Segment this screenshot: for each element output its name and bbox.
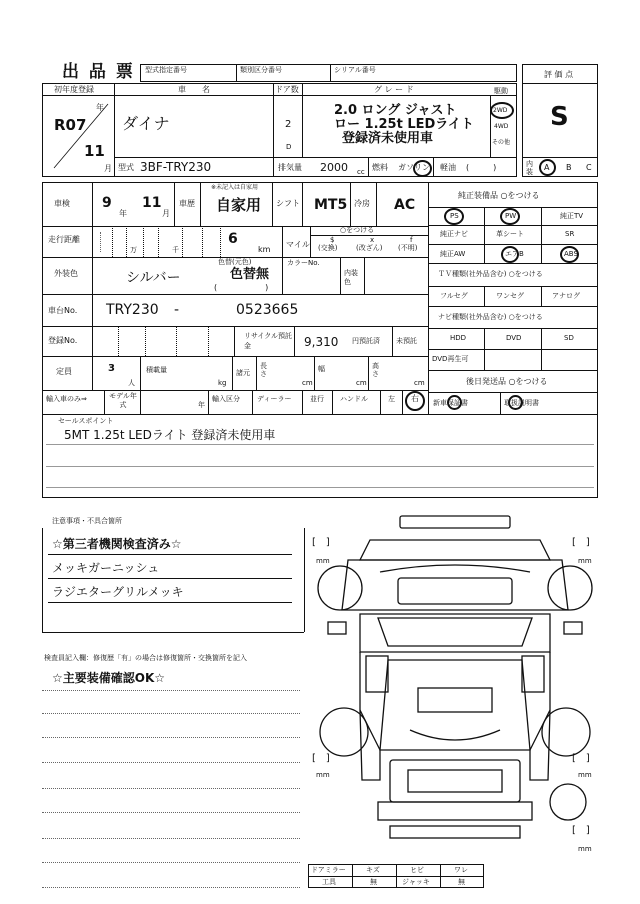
footer-h2: ヒビ [410,866,424,874]
circle-note: ○をつける [340,226,375,234]
recycle-not: 未預託 [396,337,417,345]
inspection-label: 車検 [54,199,70,208]
chassis-label: 車台No. [48,306,78,315]
eval-label: 評 価 点 [544,70,574,79]
eq-tv: 純正TV [560,212,584,220]
parallel-option: 並行 [310,395,324,403]
reg-no-label: 登録No. [48,336,78,345]
grade-line2: ロー 1.25t LEDライト [334,117,474,132]
grade-line3: 登録済未使用車 [342,131,434,146]
mm-fl: mm [316,557,330,565]
footer-v2: ジャッキ [402,878,430,886]
eq-ps: PS [450,212,459,220]
width-cm: cm [356,379,367,387]
model-value: 3BF-TRY230 [140,160,212,174]
int-color-label: 内装色 [344,269,358,286]
interior-a-circle [539,159,556,176]
modified-label: (改ざん) [356,244,383,252]
ext-color-label: 外装色 [54,269,78,278]
bracket-rl: [ ] [312,753,330,764]
footer-h3: ワレ [454,866,468,874]
navi-dvd: DVD [506,334,522,342]
fuel-label: 燃料 [372,163,388,172]
doors-value: 2 [285,119,292,130]
model-year-unit: 年 [198,401,205,409]
footer-v1: 無 [370,878,377,886]
later-title: 後日発送品 ○をつける [466,377,548,386]
inspection-year: 9 [102,195,112,211]
model-label: 型式 [118,163,134,172]
displacement-label: 排気量 [278,163,302,172]
inspector-text: ☆主要装備確認OK☆ [52,671,166,685]
type-cert-label: 型式指定番号 [145,66,187,74]
eq-aw: 純正AW [440,250,466,258]
shift-label: シフト [276,199,300,208]
interior-a: A [544,163,550,172]
eq-abs-circle [560,246,579,263]
inspector-label: 検査員記入欄：修復歴「有」の場合は修復箇所・交換箇所を記入 [44,654,247,662]
eq-abs: ABS [564,250,578,258]
doors-unit: D [286,143,292,151]
mm-rr: mm [578,771,592,779]
class-label: 類別区分番号 [240,66,282,74]
dvd-play: DVD再生可 [432,355,469,363]
drive-2wd: 2WD [493,107,508,114]
interior-b: B [566,163,572,172]
bracket-fr: [ ] [572,537,590,548]
capacity-label: 定員 [56,367,72,376]
genuine-title: 純正装備品 ○をつける [458,191,540,200]
first-reg-year: R07 [54,116,87,134]
man-unit: 万 [130,246,137,254]
width-label: 幅 [318,365,325,373]
exchange-mark: $ [330,236,335,244]
eq-sr: SR [565,230,575,238]
sales-label: セールスポイント [58,417,114,425]
inspection-month-unit: 月 [162,209,170,218]
drive-label: 駆動 [494,87,508,95]
name-label: 車 名 [178,85,210,94]
length-cm: cm [302,379,313,387]
inspection-month: 11 [142,195,162,211]
mm-spare: mm [578,845,592,853]
height-label: 高さ [372,362,379,378]
mileage-label: 走行距離 [48,235,80,244]
person-unit: 人 [128,379,135,387]
history-note: ※未記入は自家用 [211,184,259,191]
bracket-rr: [ ] [572,753,590,764]
kg-unit: kg [218,379,227,387]
fuel-gasoline: ガソリン [398,163,430,172]
repaint-value: 色替無 [230,267,270,282]
fuel-diesel: 軽油 [440,163,456,172]
note-item-2: ラジエターグリルメッキ [52,585,184,599]
eq-navi: 純正ナビ [440,230,468,238]
repaint-label: 色替(元色) [218,258,252,266]
vehicle-name: ダイナ [122,114,170,133]
interior-label: 内装 [526,160,533,176]
serial-label: シリアル番号 [334,66,376,74]
interior-c: C [586,163,592,172]
exchange-label: (交換) [318,244,338,252]
unknown-label: (不明) [398,244,418,252]
first-reg-label: 初年度登録 [54,85,94,94]
mileage-value: 6 [228,231,238,247]
repaint-paren: ( ) [214,283,269,292]
km-unit: km [258,245,271,254]
footer-v3: 無 [458,878,465,886]
note-item-0: ☆第三者機関検査済み☆ [52,537,182,551]
drive-2wd-circle [490,102,514,119]
first-reg-month: 11 [84,142,105,160]
import-class-label: 輸入区分 [212,395,240,403]
recycle-label: リサイクル預託金 [244,332,293,350]
footer-v0: 工具 [322,878,336,886]
ac-value: AC [394,197,416,213]
year-suffix: 年 [96,103,104,112]
month-suffix: 月 [104,164,112,173]
bracket-spare: [ ] [572,825,590,836]
notes-label: 注意事項・不具合箇所 [52,517,122,525]
note-item-1: メッキガーニッシュ [52,561,160,575]
modified-mark: x [370,236,375,244]
score-value: S [550,102,569,132]
displacement-unit: cc [357,168,365,176]
fuel-paren: ( ) [466,163,497,172]
grade-label: グ レ ー ド [374,85,414,94]
car-diagram [300,510,610,860]
unknown-mark: f [410,236,413,244]
sales-text: 5MT 1.25t LEDライト 登録済未使用車 [64,428,276,442]
header-id-row [140,64,517,82]
eq-airbag-circle [501,246,519,263]
length-label: 長さ [260,362,267,378]
displacement-value: 2000 [320,161,348,174]
mile-label: マイル [286,240,310,249]
tv-fullseg: フルセグ [440,292,468,300]
drive-4wd: 4WD [494,123,509,130]
later-warranty-circle [447,395,462,410]
color-no-label: カラーNo. [287,259,320,267]
sen-unit: 千 [172,246,179,254]
footer-h1: キズ [366,866,380,874]
load-label: 積載量 [146,366,167,374]
eq-pw: PW [505,212,517,220]
navi-sd: SD [564,334,574,342]
height-cm: cm [414,379,425,387]
tv-type-title: ＴＶ種類(社外品含む) ○をつける [438,270,543,278]
footer-h0: ドアミラー [311,866,346,874]
fuel-circle [413,160,432,177]
ext-color-value: シルバー [126,270,181,286]
shift-value: MT5 [314,197,348,213]
ac-label: 冷房 [354,199,370,208]
handle-label: ハンドル [340,395,368,403]
history-label: 車歴 [179,199,195,208]
chassis-no: 0523665 [236,302,299,318]
recycle-deposited: 円預託済 [352,337,380,345]
recycle-amount: 9,310 [304,335,339,349]
eq-leather: 革シート [496,230,524,238]
dims-label: 諸元 [236,369,250,377]
eq-pw-circle [500,208,520,225]
tv-analog: アナログ [552,292,580,300]
history-value: 自家用 [216,196,262,214]
model-year-label: モデル年式 [109,392,137,409]
left-option: 左 [388,395,395,403]
chassis-prefix: TRY230 [106,302,159,318]
tv-oneseg: ワンセグ [496,292,524,300]
capacity-value: 3 [108,363,115,374]
bracket-fl: [ ] [312,537,330,548]
grade-line1: 2.0 ロング ジャスト [334,103,457,118]
import-label: 輸入車のみ⇒ [46,395,87,403]
navi-hdd: HDD [450,334,467,342]
inspection-year-unit: 年 [119,209,127,218]
mm-fr: mm [578,557,592,565]
later-warranty: 新車保証書 [433,399,468,407]
eq-ps-circle [444,208,464,225]
chassis-dash: - [174,302,180,318]
page-title: 出 品 票 [62,62,135,82]
doors-label: ドア数 [275,85,299,94]
mm-rl: mm [316,771,330,779]
later-manual: 取扱説明書 [504,399,539,407]
dealer-option: ディーラー [257,395,292,403]
navi-type-title: ナビ種類(社外品含む) ○をつける [438,313,543,321]
date-slash [48,100,112,172]
later-manual-circle [508,395,523,410]
right-option: 右 [411,394,419,403]
eq-airbag: エアB [505,250,524,258]
right-circle [405,391,425,411]
drive-other: その他 [492,139,511,146]
